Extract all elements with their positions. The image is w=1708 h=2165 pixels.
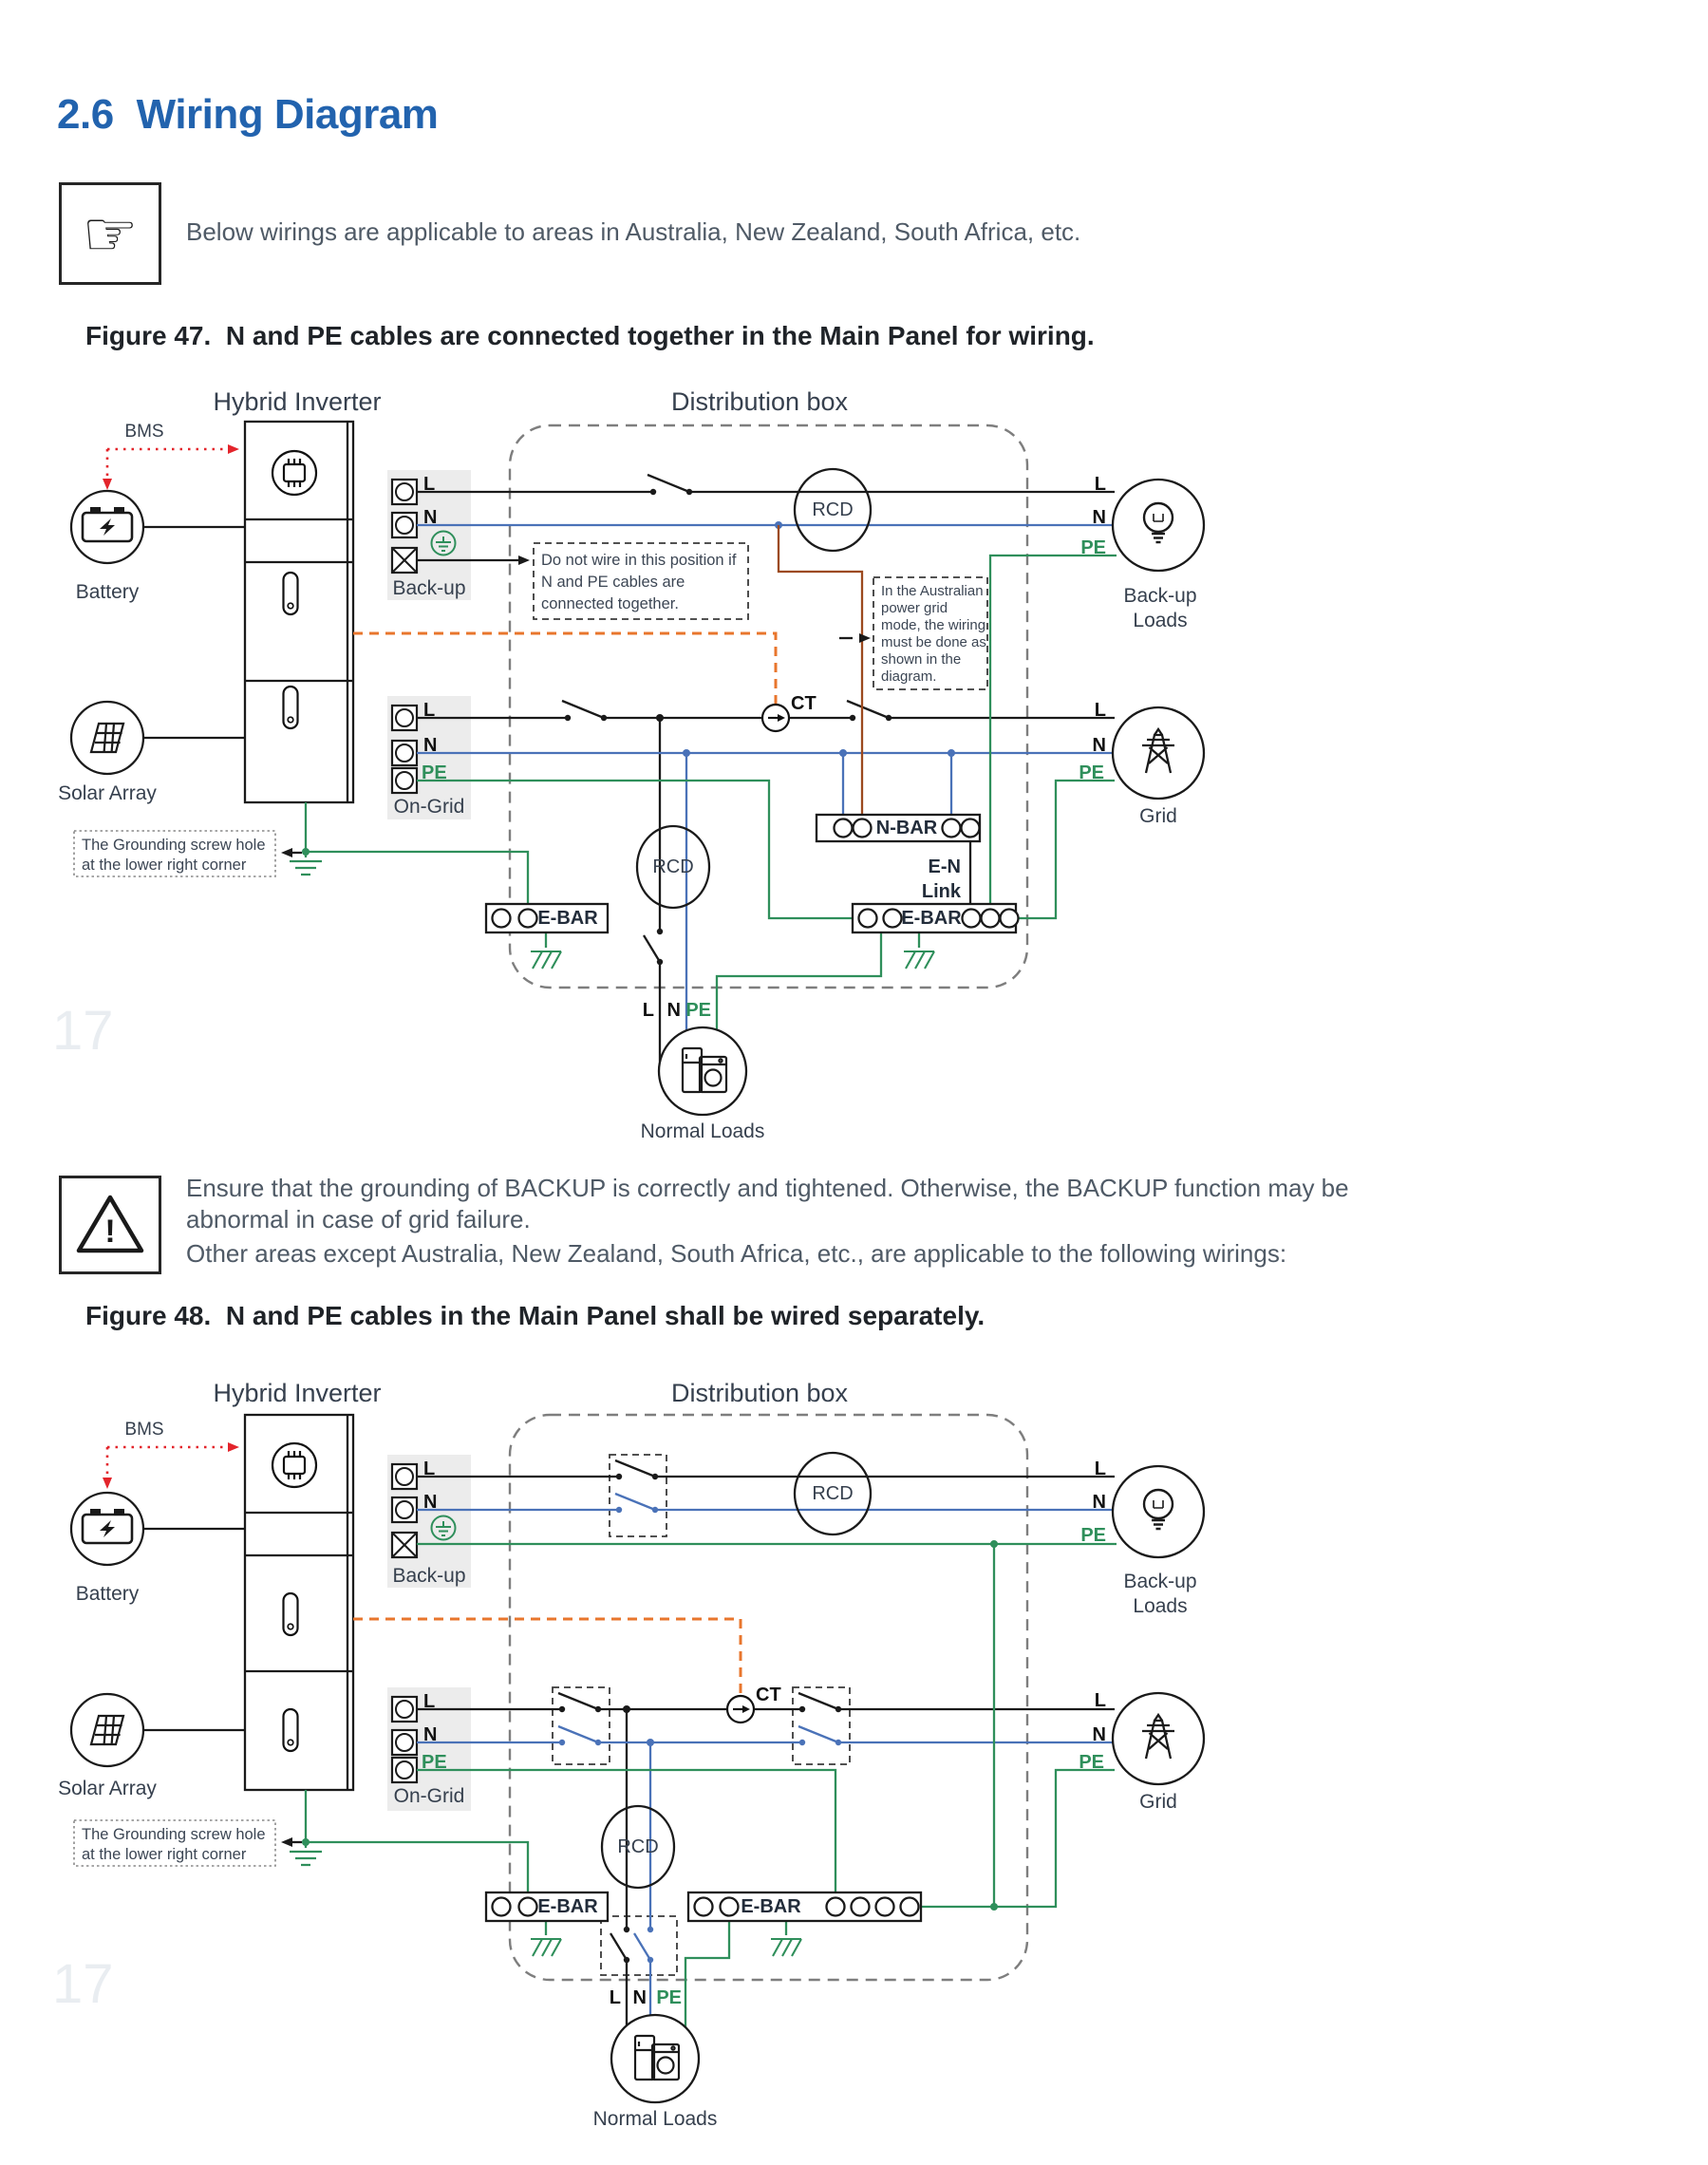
svg-text:CT: CT xyxy=(756,1685,781,1705)
pe-terminal xyxy=(392,548,417,573)
svg-text:RCD: RCD xyxy=(617,1836,659,1857)
n-bar xyxy=(816,815,980,841)
figure-47-caption: Figure 47. N and PE cables are connected together in the Main Panel for wiring. xyxy=(85,321,1095,350)
current-arrow-icon xyxy=(762,705,789,731)
svg-text:The Grounding screw hole: The Grounding screw hole xyxy=(82,837,266,854)
svg-text:!: ! xyxy=(104,1214,116,1250)
battery-module-icon xyxy=(284,1709,298,1751)
svg-text:L: L xyxy=(423,1459,436,1479)
label-solar-array: Solar Array xyxy=(58,782,157,804)
svg-text:PE: PE xyxy=(1080,537,1106,558)
svg-text:diagram.: diagram. xyxy=(881,668,937,685)
svg-text:Loads: Loads xyxy=(1133,1595,1188,1617)
ground-symbol xyxy=(290,861,322,875)
svg-text:N: N xyxy=(1092,1724,1106,1745)
loads-isolator-box xyxy=(601,1916,677,1975)
label-backup: Back-up xyxy=(392,577,466,599)
appliances-icon xyxy=(635,2036,679,2080)
svg-text:PE: PE xyxy=(422,762,447,783)
battery-icon xyxy=(83,1509,132,1543)
ongrid-terminals xyxy=(387,1687,471,1811)
appliances-icon xyxy=(683,1048,726,1092)
power-tower-icon xyxy=(1142,729,1174,773)
solar-panel-icon xyxy=(91,1716,123,1744)
n-wires xyxy=(417,521,1113,1030)
note-callout-icon-box xyxy=(59,182,161,285)
e-bar-left xyxy=(486,1892,608,1921)
svg-text:Grid: Grid xyxy=(1139,1791,1177,1813)
normal-loads-node xyxy=(593,1987,718,2130)
svg-text:N: N xyxy=(423,1492,438,1513)
backup-terminals xyxy=(387,1455,471,1588)
svg-text:connected together.: connected together. xyxy=(541,595,679,612)
inverter-box xyxy=(245,1415,353,1790)
svg-text:Loads: Loads xyxy=(1133,610,1188,631)
svg-text:The Grounding screw hole: The Grounding screw hole xyxy=(82,1826,266,1843)
label-hybrid-inverter: Hybrid Inverter xyxy=(213,1379,382,1407)
ground-symbol xyxy=(531,951,561,969)
battery-module-icon xyxy=(284,573,298,614)
ground-symbol xyxy=(771,1939,801,1956)
svg-text:N: N xyxy=(1092,735,1106,756)
svg-text:E-BAR: E-BAR xyxy=(741,1896,801,1917)
figure-48-diagram xyxy=(58,1379,1204,2130)
warning-icon-box xyxy=(59,1176,161,1274)
warning-text xyxy=(186,1173,1449,1270)
solar-panel-icon xyxy=(91,724,123,752)
svg-text:PE: PE xyxy=(422,1752,447,1773)
svg-text:PE: PE xyxy=(1079,762,1104,783)
svg-text:power grid: power grid xyxy=(881,600,948,616)
en-link xyxy=(922,857,962,902)
svg-text:E-BAR: E-BAR xyxy=(537,908,598,929)
backup-terminals xyxy=(387,470,471,600)
svg-text:L: L xyxy=(642,1000,654,1021)
label-distribution-box: Distribution box xyxy=(670,387,849,416)
pe-terminal xyxy=(392,1533,417,1557)
svg-text:N and PE cables are: N and PE cables are xyxy=(541,574,685,591)
svg-text:Back-up: Back-up xyxy=(1123,1571,1197,1592)
grounding-note xyxy=(74,1820,302,1866)
svg-text:L: L xyxy=(423,1691,436,1712)
rcd-backup xyxy=(795,469,871,551)
battery-node xyxy=(71,491,245,603)
svg-text:RCD: RCD xyxy=(812,499,854,520)
grid-node xyxy=(1079,1690,1204,1813)
label-backup: Back-up xyxy=(392,1565,466,1587)
svg-text:Normal Loads: Normal Loads xyxy=(592,2108,718,2130)
svg-text:RCD: RCD xyxy=(652,857,694,877)
bms-link xyxy=(103,422,239,490)
svg-text:N-BAR: N-BAR xyxy=(875,818,938,838)
svg-text:RCD: RCD xyxy=(812,1483,854,1504)
svg-text:N: N xyxy=(423,507,438,528)
svg-text:L: L xyxy=(423,700,436,721)
svg-text:Link: Link xyxy=(921,881,961,902)
warning-triangle-icon xyxy=(74,1192,146,1258)
battery-module-icon xyxy=(284,1593,298,1635)
backup-loads-node xyxy=(1080,1459,1204,1617)
label-bms: BMS xyxy=(124,422,164,442)
label-ongrid: On-Grid xyxy=(393,796,465,818)
label-bms: BMS xyxy=(124,1420,164,1440)
backup-loads-node xyxy=(1080,474,1204,631)
e-bar-right xyxy=(688,1892,921,1921)
bms-link xyxy=(103,1420,239,1489)
label-hybrid-inverter: Hybrid Inverter xyxy=(213,387,382,416)
svg-text:PE: PE xyxy=(1079,1752,1104,1773)
ct-trace xyxy=(353,1619,741,1695)
svg-text:In the Australian: In the Australian xyxy=(881,583,984,599)
svg-text:mode, the wiring: mode, the wiring xyxy=(881,617,986,633)
svg-text:must be done as: must be done as xyxy=(881,634,986,650)
svg-text:at the lower right corner: at the lower right corner xyxy=(82,857,247,874)
figure-48-caption: Figure 48. N and PE cables in the Main Panel shall be wired separately. xyxy=(85,1301,985,1330)
ongrid-isolator-box-right xyxy=(793,1687,850,1764)
e-bar-right xyxy=(853,904,1019,932)
svg-text:shown in the: shown in the xyxy=(881,651,962,668)
page-number-watermark: 17 xyxy=(52,1953,114,2015)
battery-node xyxy=(71,1493,245,1605)
svg-text:N: N xyxy=(1092,1492,1106,1513)
svg-text:N: N xyxy=(423,735,438,756)
svg-text:L: L xyxy=(609,1987,621,2008)
inverter-box xyxy=(245,422,353,802)
light-bulb-icon xyxy=(1144,1490,1173,1529)
n-bar-drop-wire xyxy=(779,525,862,824)
svg-text:L: L xyxy=(423,474,436,495)
svg-text:Grid: Grid xyxy=(1139,805,1177,827)
section-number: 2.6 xyxy=(57,91,114,138)
label-solar-array: Solar Array xyxy=(58,1778,157,1799)
ongrid-isolator-box-left xyxy=(553,1687,610,1764)
rcd-loads xyxy=(637,826,709,908)
svg-text:N: N xyxy=(666,1000,681,1021)
n-wires xyxy=(417,1494,1113,2015)
svg-text:E-BAR: E-BAR xyxy=(901,908,962,929)
label-distribution-box: Distribution box xyxy=(670,1379,849,1407)
svg-text:L: L xyxy=(1094,1459,1106,1479)
pointing-hand-icon: ☞ xyxy=(82,198,139,269)
svg-text:CT: CT xyxy=(791,693,816,714)
warning-line-2: abnormal in case of grid failure. xyxy=(186,1205,531,1233)
svg-text:at the lower right corner: at the lower right corner xyxy=(82,1846,247,1863)
ct-sensor xyxy=(727,1685,781,1723)
svg-text:E-N: E-N xyxy=(928,857,961,877)
note-callout-text: Below wirings are applicable to areas in Australia, New Zealand, South Africa, etc. xyxy=(186,217,1081,246)
warning-line-3: Other areas except Australia, New Zealand, South Africa, etc., are applicable to the following wirings: xyxy=(186,1239,1287,1268)
svg-text:Do not wire in this position i: Do not wire in this position if xyxy=(541,552,737,569)
svg-text:Back-up: Back-up xyxy=(1123,585,1197,607)
ct-trace xyxy=(353,633,776,704)
svg-text:L: L xyxy=(1094,1690,1106,1711)
battery-module-icon xyxy=(284,687,298,728)
svg-text:Normal Loads: Normal Loads xyxy=(640,1120,765,1142)
label-battery: Battery xyxy=(75,1583,140,1605)
svg-text:L: L xyxy=(1094,474,1106,495)
svg-text:L: L xyxy=(1094,700,1106,721)
svg-text:PE: PE xyxy=(1080,1525,1106,1546)
label-ongrid: On-Grid xyxy=(393,1785,465,1807)
svg-text:N: N xyxy=(423,1724,438,1745)
grid-node xyxy=(1079,700,1204,827)
figure-47-diagram xyxy=(58,387,1204,1142)
light-bulb-icon xyxy=(1144,503,1173,542)
page-number-watermark: 17 xyxy=(52,1000,114,1062)
rcd-backup xyxy=(795,1453,871,1534)
ground-symbol xyxy=(531,1939,561,1956)
section-title: Wiring Diagram xyxy=(136,91,439,138)
svg-text:N: N xyxy=(1092,507,1106,528)
warning-line-1: Ensure that the grounding of BACKUP is correctly and tightened. Otherwise, the BACKUP function may be xyxy=(186,1174,1349,1202)
e-bar-left xyxy=(486,904,608,932)
battery-icon xyxy=(83,507,132,541)
page-title xyxy=(57,91,438,139)
ongrid-terminals xyxy=(387,696,471,819)
svg-text:PE: PE xyxy=(656,1987,682,2008)
svg-text:N: N xyxy=(632,1987,647,2008)
svg-text:E-BAR: E-BAR xyxy=(537,1896,598,1917)
solar-node xyxy=(58,1694,245,1799)
ground-symbol xyxy=(290,1852,322,1865)
power-tower-icon xyxy=(1142,1715,1174,1759)
grounding-note xyxy=(74,831,302,876)
rcd-loads xyxy=(602,1806,674,1888)
current-arrow-icon xyxy=(727,1696,754,1723)
svg-text:PE: PE xyxy=(685,1000,711,1021)
ct-sensor xyxy=(762,693,816,731)
label-battery: Battery xyxy=(75,581,140,603)
ground-symbol xyxy=(904,951,934,969)
solar-node xyxy=(58,702,245,804)
